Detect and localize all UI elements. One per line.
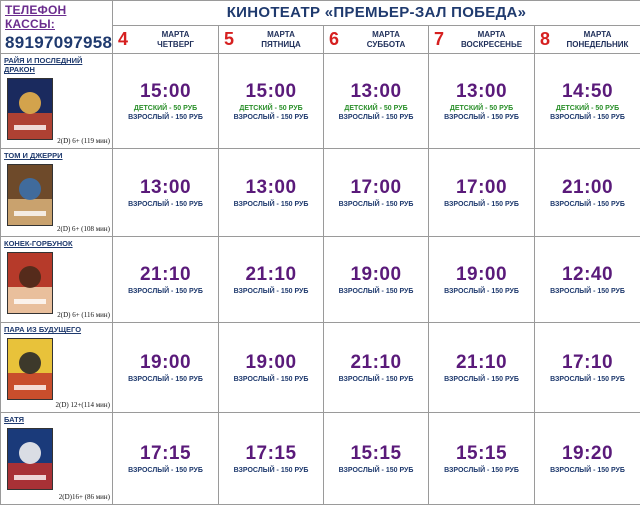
child-price: ДЕТСКИЙ - 50 РУБ	[535, 105, 640, 112]
film-row	[1, 237, 640, 323]
showtime: 21:10	[324, 352, 428, 374]
adult-price: ВЗРОСЛЫЙ - 150 РУБ	[113, 114, 218, 121]
adult-price: ВЗРОСЛЫЙ - 150 РУБ	[535, 467, 640, 474]
showtime: 15:15	[429, 443, 534, 465]
showtime-cell[interactable]	[429, 323, 535, 413]
adult-price: ВЗРОСЛЫЙ - 150 РУБ	[219, 376, 323, 383]
showtime-cell[interactable]	[324, 149, 429, 237]
showtime: 21:10	[113, 264, 218, 286]
showtime-cell[interactable]	[324, 237, 429, 323]
showtime: 17:00	[429, 177, 534, 199]
phone-number[interactable]: 89197097958	[1, 31, 112, 53]
showtime-cell[interactable]	[219, 149, 324, 237]
showtime: 19:00	[219, 352, 323, 374]
adult-price: ВЗРОСЛЫЙ - 150 РУБ	[324, 201, 428, 208]
showtime: 15:15	[324, 443, 428, 465]
showtime-cell[interactable]	[324, 54, 429, 149]
adult-price: ВЗРОСЛЫЙ - 150 РУБ	[113, 288, 218, 295]
child-price: ДЕТСКИЙ - 50 РУБ	[113, 105, 218, 112]
adult-price: ВЗРОСЛЫЙ - 150 РУБ	[324, 114, 428, 121]
showtime: 21:10	[219, 264, 323, 286]
child-price: ДЕТСКИЙ - 50 РУБ	[324, 105, 428, 112]
showtime: 13:00	[429, 81, 534, 103]
day-weekday: ПЯТНИЦА	[239, 40, 323, 50]
adult-price: ВЗРОСЛЫЙ - 150 РУБ	[535, 201, 640, 208]
adult-price: ВЗРОСЛЫЙ - 150 РУБ	[113, 376, 218, 383]
day-weekday: СУББОТА	[344, 40, 428, 50]
showtime-cell[interactable]	[429, 54, 535, 149]
showtime: 19:00	[429, 264, 534, 286]
day-header	[324, 26, 429, 54]
film-poster-image	[7, 252, 53, 314]
film-poster-image	[7, 338, 53, 400]
adult-price: ВЗРОСЛЫЙ - 150 РУБ	[219, 201, 323, 208]
film-title[interactable]: КОНЕК-ГОРБУНОК	[1, 237, 112, 248]
film-meta: 2(D) 12+(114 мин)	[56, 401, 111, 409]
showtime: 13:00	[219, 177, 323, 199]
day-header	[219, 26, 324, 54]
film-title[interactable]: ТОМ И ДЖЕРРИ	[1, 149, 112, 160]
film-meta: 2(D) 6+ (116 мин)	[57, 311, 110, 319]
showtime-cell[interactable]	[113, 237, 219, 323]
film-row	[1, 323, 640, 413]
phone-label: ТЕЛЕФОН КАССЫ:	[1, 1, 112, 31]
adult-price: ВЗРОСЛЫЙ - 150 РУБ	[429, 288, 534, 295]
showtime-cell[interactable]	[219, 413, 324, 505]
showtime: 19:20	[535, 443, 640, 465]
film-meta: 2(D) 6+ (108 мин)	[57, 225, 110, 233]
showtime-cell[interactable]	[219, 54, 324, 149]
day-month: МАРТА	[449, 30, 534, 40]
child-price: ДЕТСКИЙ - 50 РУБ	[219, 105, 323, 112]
adult-price: ВЗРОСЛЫЙ - 150 РУБ	[324, 467, 428, 474]
child-price: ДЕТСКИЙ - 50 РУБ	[429, 105, 534, 112]
day-number: 8	[535, 29, 555, 50]
showtime-cell[interactable]	[535, 237, 640, 323]
day-month: МАРТА	[344, 30, 428, 40]
showtime-cell[interactable]	[113, 149, 219, 237]
adult-price: ВЗРОСЛЫЙ - 150 РУБ	[324, 376, 428, 383]
showtime-cell[interactable]	[429, 237, 535, 323]
showtime-cell[interactable]	[535, 54, 640, 149]
cinema-title-cell	[113, 1, 640, 26]
showtime: 17:15	[113, 443, 218, 465]
showtime-cell[interactable]	[113, 413, 219, 505]
day-month: МАРТА	[555, 30, 640, 40]
film-row	[1, 54, 640, 149]
film-meta: 2(D)16+ (86 мин)	[59, 493, 110, 501]
film-poster-image	[7, 164, 53, 226]
adult-price: ВЗРОСЛЫЙ - 150 РУБ	[535, 114, 640, 121]
adult-price: ВЗРОСЛЫЙ - 150 РУБ	[429, 467, 534, 474]
day-number: 4	[113, 29, 133, 50]
film-title[interactable]: РАЙЯ И ПОСЛЕДНИЙ ДРАКОН	[1, 54, 112, 74]
film-info	[1, 413, 113, 505]
showtime: 15:00	[113, 81, 218, 103]
showtime-cell[interactable]	[324, 413, 429, 505]
showtime: 17:15	[219, 443, 323, 465]
showtime: 21:10	[429, 352, 534, 374]
day-header	[535, 26, 640, 54]
film-info	[1, 323, 113, 413]
showtime-cell[interactable]	[324, 323, 429, 413]
day-number: 7	[429, 29, 449, 50]
film-info	[1, 54, 113, 149]
showtime-cell[interactable]	[535, 323, 640, 413]
film-info	[1, 237, 113, 323]
adult-price: ВЗРОСЛЫЙ - 150 РУБ	[113, 467, 218, 474]
day-weekday: ЧЕТВЕРГ	[133, 40, 218, 50]
showtime-cell[interactable]	[535, 413, 640, 505]
showtime-cell[interactable]	[113, 323, 219, 413]
adult-price: ВЗРОСЛЫЙ - 150 РУБ	[219, 467, 323, 474]
showtime: 13:00	[113, 177, 218, 199]
adult-price: ВЗРОСЛЫЙ - 150 РУБ	[219, 288, 323, 295]
film-meta: 2(D) 6+ (119 мин)	[57, 137, 110, 145]
adult-price: ВЗРОСЛЫЙ - 150 РУБ	[219, 114, 323, 121]
showtime: 19:00	[324, 264, 428, 286]
box-office-phone	[1, 1, 113, 54]
adult-price: ВЗРОСЛЫЙ - 150 РУБ	[429, 201, 534, 208]
adult-price: ВЗРОСЛЫЙ - 150 РУБ	[429, 114, 534, 121]
film-row	[1, 149, 640, 237]
film-poster-image	[7, 428, 53, 490]
day-month: МАРТА	[133, 30, 218, 40]
showtime: 13:00	[324, 81, 428, 103]
adult-price: ВЗРОСЛЫЙ - 150 РУБ	[535, 376, 640, 383]
day-number: 6	[324, 29, 344, 50]
adult-price: ВЗРОСЛЫЙ - 150 РУБ	[113, 201, 218, 208]
showtime: 21:00	[535, 177, 640, 199]
showtime-cell[interactable]	[113, 54, 219, 149]
adult-price: ВЗРОСЛЫЙ - 150 РУБ	[535, 288, 640, 295]
showtime: 14:50	[535, 81, 640, 103]
adult-price: ВЗРОСЛЫЙ - 150 РУБ	[324, 288, 428, 295]
showtime-cell[interactable]	[219, 237, 324, 323]
showtime-cell[interactable]	[429, 149, 535, 237]
showtime: 15:00	[219, 81, 323, 103]
day-header	[113, 26, 219, 54]
day-month: МАРТА	[239, 30, 323, 40]
day-weekday: ПОНЕДЕЛЬНИК	[555, 40, 640, 50]
film-poster-image	[7, 78, 53, 140]
film-row	[1, 413, 640, 505]
film-title[interactable]: ПАРА ИЗ БУДУЩЕГО	[1, 323, 112, 334]
showtime: 17:10	[535, 352, 640, 374]
showtime-cell[interactable]	[429, 413, 535, 505]
day-number: 5	[219, 29, 239, 50]
showtime: 12:40	[535, 264, 640, 286]
showtime-cell[interactable]	[219, 323, 324, 413]
cinema-title: КИНОТЕАТР «ПРЕМЬЕР-ЗАЛ ПОБЕДА»	[227, 4, 527, 21]
film-title[interactable]: БАТЯ	[1, 413, 112, 424]
showtime-cell[interactable]	[535, 149, 640, 237]
film-info	[1, 149, 113, 237]
showtime: 17:00	[324, 177, 428, 199]
showtime: 19:00	[113, 352, 218, 374]
day-header	[429, 26, 535, 54]
adult-price: ВЗРОСЛЫЙ - 150 РУБ	[429, 376, 534, 383]
day-weekday: ВОСКРЕСЕНЬЕ	[449, 40, 534, 50]
